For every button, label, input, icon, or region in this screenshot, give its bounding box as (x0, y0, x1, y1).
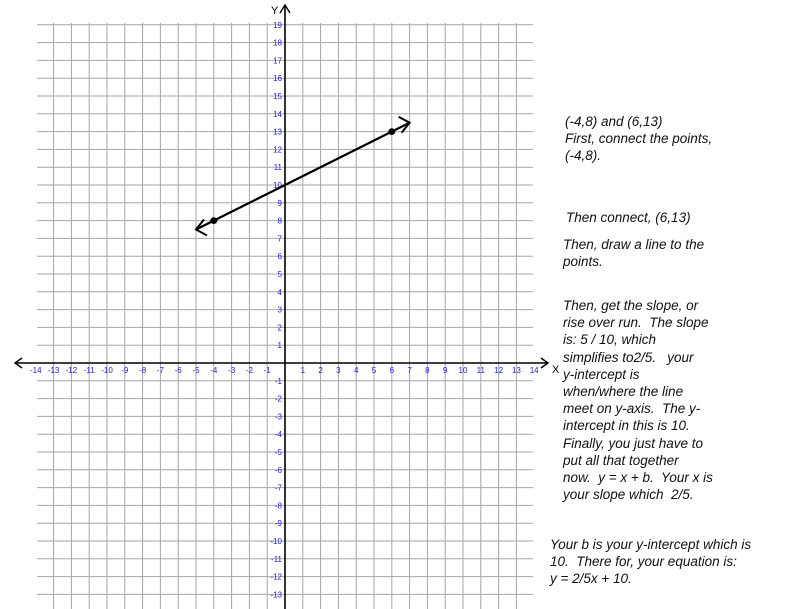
x-tick-label: -5 (192, 366, 200, 375)
y-tick-label: 19 (273, 20, 282, 30)
x-tick-label: 6 (389, 366, 395, 375)
y-tick-label: 8 (277, 216, 282, 226)
x-tick-label: -10 (101, 366, 113, 375)
y-tick-label: -12 (270, 572, 282, 582)
y-tick-label: -11 (271, 554, 282, 564)
x-tick-label: 4 (353, 366, 359, 375)
y-tick-label: -3 (274, 412, 282, 422)
x-axis-label: X (552, 364, 560, 376)
note-equation: Your b is your y-intercept which is 10. There for, your equation is: y = 2/5x + 10. (550, 537, 752, 587)
note-draw-line: Then, draw a line to the points. (563, 237, 705, 270)
y-tick-label: -6 (274, 465, 282, 475)
data-point (388, 128, 395, 135)
x-tick-label: 10 (458, 366, 468, 375)
x-tick-label: -4 (210, 366, 218, 375)
x-tick-label: 5 (371, 366, 377, 375)
x-tick-label: -6 (174, 366, 182, 375)
x-tick-label: 14 (529, 366, 539, 375)
y-tick-label: 11 (273, 163, 282, 173)
x-tick-label: -11 (83, 366, 95, 375)
x-tick-label: 7 (407, 366, 412, 375)
note-connect-second-point: Then connect, (6,13) (566, 210, 691, 225)
y-tick-label: 4 (277, 287, 282, 297)
x-tick-label: -12 (65, 366, 78, 375)
x-tick-label: -9 (121, 366, 129, 375)
y-tick-label: 6 (277, 252, 282, 262)
x-tick-label: 9 (442, 366, 448, 375)
x-tick-label: 11 (476, 366, 485, 375)
x-tick-label: -3 (228, 366, 236, 375)
x-tick-label: -1 (263, 366, 271, 375)
data-point (210, 217, 217, 224)
y-tick-label: 13 (273, 127, 282, 137)
x-tick-label: 8 (425, 366, 430, 375)
y-tick-label: -13 (270, 590, 282, 600)
y-tick-label: 5 (277, 270, 282, 279)
y-tick-label: -10 (270, 537, 282, 546)
x-tick-label: -13 (47, 366, 60, 375)
y-tick-label: 15 (273, 92, 282, 101)
x-tick-label: 1 (300, 366, 306, 375)
y-tick-label: 7 (277, 234, 282, 244)
x-tick-label: 12 (494, 366, 504, 375)
x-tick-label: -8 (139, 366, 147, 375)
y-tick-label: 1 (277, 341, 282, 351)
y-tick-label: 9 (277, 198, 282, 208)
y-tick-label: 10 (273, 181, 282, 190)
note-slope-explanation: Then, get the slope, or rise over run. The slope is: 5 / 10, which simplifies to2/5. your y-intercept is when/where the line meet on y-axis. The y- intercept in this is 10. Finally, you just have to put all that together now. y = x + b. Your x is your slope which 2/5. (563, 298, 713, 503)
x-tick-label: -14 (30, 366, 42, 375)
x-tick-label: 3 (336, 366, 341, 375)
y-axis-label: Y (271, 5, 279, 17)
y-tick-label: -1 (274, 376, 282, 386)
x-tick-label: 13 (511, 366, 521, 375)
y-tick-label: 3 (277, 305, 282, 315)
y-tick-label: 18 (273, 38, 282, 48)
y-tick-label: 16 (273, 74, 282, 84)
y-tick-label: -4 (274, 430, 282, 440)
y-tick-label: 17 (273, 56, 282, 66)
note-points: (-4,8) and (6,13) First, connect the points, (-4,8). (565, 114, 713, 164)
y-tick-label: 12 (273, 145, 282, 155)
x-tick-label: 2 (318, 366, 323, 375)
y-tick-label: -5 (274, 448, 282, 457)
y-tick-label: 14 (273, 109, 282, 119)
y-tick-label: -2 (274, 394, 282, 404)
y-tick-label: 2 (277, 323, 282, 333)
y-tick-label: -7 (274, 483, 282, 493)
y-tick-label: -9 (274, 519, 282, 529)
x-tick-label: -2 (245, 366, 253, 375)
x-tick-label: -7 (156, 366, 164, 375)
y-tick-label: -8 (274, 501, 282, 511)
